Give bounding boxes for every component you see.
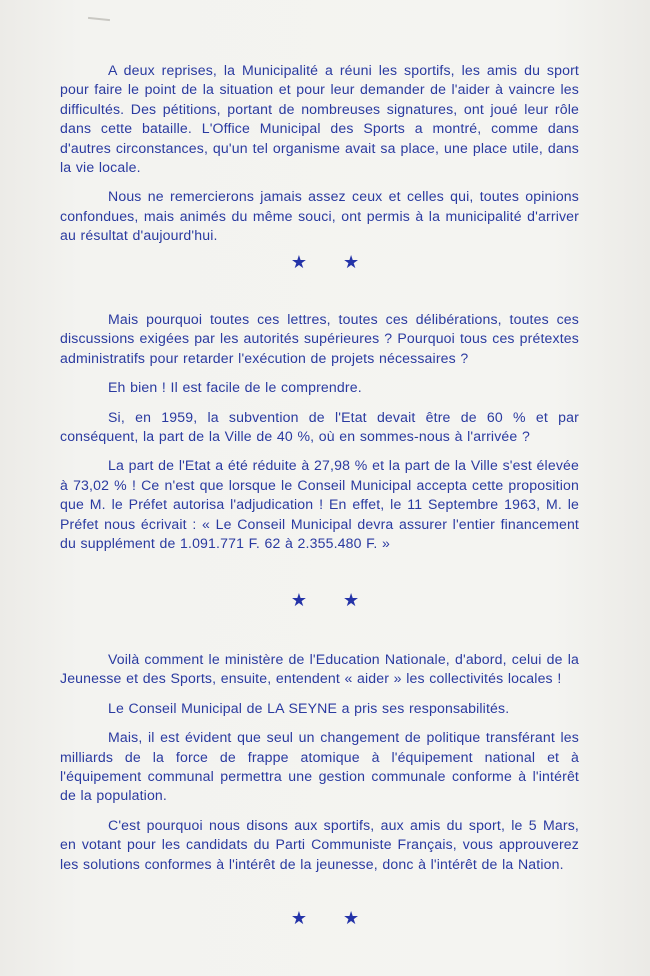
star-icon: ★ bbox=[290, 252, 307, 272]
star-separator bbox=[0, 252, 650, 273]
section-3 bbox=[60, 650, 579, 884]
star-separator bbox=[0, 590, 650, 611]
star-icon: ★ bbox=[290, 908, 307, 928]
paragraph: Eh bien ! Il est facile de le comprendre. bbox=[108, 379, 362, 396]
section-1 bbox=[60, 61, 579, 256]
star-separator bbox=[0, 908, 650, 929]
section-2 bbox=[60, 310, 579, 563]
paragraph: Voilà comment le ministère de l'Education Nationale, d'abord, celui de la Jeunesse et des Sports, ensuite, entendent « aider » les collectivités locales ! bbox=[60, 651, 579, 687]
paragraph: Mais, il est évident que seul un changement de politique transférant les milliards de la force de frappe atomique à l'équipement national et à l'équipement communal permettra une gestion communale conforme à l'intérêt de la population. bbox=[60, 729, 579, 804]
paragraph: Mais pourquoi toutes ces lettres, toutes ces délibérations, toutes ces discussions exigées par les autorités supérieures ? Pourquoi tous ces prétextes administratifs pour retarder l'exécution de projets nécessaires ? bbox=[60, 311, 579, 366]
star-icon: ★ bbox=[343, 908, 360, 928]
star-icon: ★ bbox=[290, 590, 307, 610]
paragraph: Nous ne remercierons jamais assez ceux et celles qui, toutes opinions confondues, mais animés du même souci, ont permis à la municipalité d'arriver au résultat d'aujourd'hui. bbox=[60, 188, 579, 244]
paragraph: Si, en 1959, la subvention de l'Etat devait être de 60 % et par conséquent, la part de la Ville de 40 %, où en sommes-nous à l'arrivée ? bbox=[60, 408, 579, 445]
star-icon: ★ bbox=[343, 590, 360, 610]
paragraph: C'est pourquoi nous disons aux sportifs, aux amis du sport, le 5 Mars, en votant pour les candidats du Parti Communiste Français, vous approuverez les solutions conformes à l'intérêt de la jeunesse, donc à l'intérêt de la Nation. bbox=[60, 816, 579, 872]
paragraph: La part de l'Etat a été réduite à 27,98 % et la part de la Ville s'est élevée à 73,02 % ! Ce n'est que lorsque le Conseil Municipal accepta cette proposition que M. le Préfet autorisa l'adjudication ! En effet, le 11 Septembre 1963, M. le Préfet nous écrivait : « Le Conseil Municipal devra assurer l'entier financement du supplément de 1.091.771 F. 62 à 2.355.480 F. » bbox=[60, 457, 579, 552]
paragraph: A deux reprises, la Municipalité a réuni les sportifs, les amis du sport pour faire le point de la situation et pour leur demander de l'aider à vaincre les difficultés. Des pétitions, portant de nombreuses signatures, ont joué leur rôle dans cette bataille. L'Office Municipal des Sports a montré, comme dans d'autres circonstances, qu'un tel organisme avait sa place, une place utile, dans la vie locale. bbox=[60, 62, 579, 176]
paper-mark bbox=[88, 17, 110, 21]
star-icon: ★ bbox=[343, 252, 360, 272]
paragraph: Le Conseil Municipal de LA SEYNE a pris ses responsabilités. bbox=[108, 699, 510, 716]
